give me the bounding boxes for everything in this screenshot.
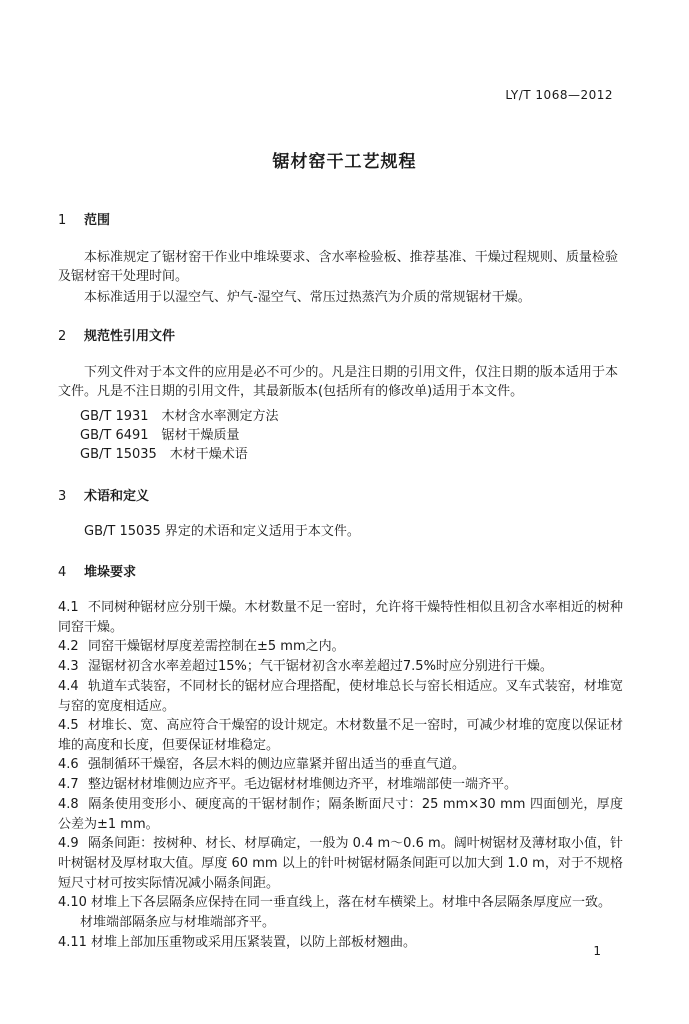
clause-number: 4.9	[58, 836, 79, 851]
clause-number: 4.3	[58, 659, 79, 674]
clause-number: 4.2	[58, 639, 79, 654]
reference-item: GB/T 1931 木材含水率测定方法	[80, 409, 279, 424]
section-number: 1	[58, 213, 67, 228]
clause-text: 隔条间距：按树种、材长、材厚确定，一般为 0.4 m～0.6 m。阔叶树锯材及薄材取小值，针叶树锯材及厚材取大值。厚度 60 mm 以上的针叶树锯材隔条间距可以加大到 1.0 m，对于不规格短尺寸材可按实际情况减小隔条间距。	[58, 836, 623, 891]
clause-4-2	[58, 637, 623, 657]
clause-text: 强制循环干燥窑，各层木料的侧边应靠紧并留出适当的垂直气道。	[88, 757, 466, 772]
clause-text: 隔条使用变形小、硬度高的干锯材制作；隔条断面尺寸：25 mm×30 mm 四面刨光，厚度公差为±1 mm。	[58, 797, 623, 832]
clause-number: 4.10	[58, 895, 87, 910]
section-number: 3	[58, 489, 67, 504]
section-number: 4	[58, 565, 67, 580]
clause-number: 4.4	[58, 679, 79, 694]
clause-text: 材堆上下各层隔条应保持在同一垂直线上，落在材车横梁上。材堆中各层隔条厚度应一致。	[90, 895, 611, 910]
clause-text: 整边锯材材堆侧边应齐平。毛边锯材材堆侧边齐平，材堆端部使一端齐平。	[88, 777, 518, 792]
clause-4-11	[58, 933, 623, 953]
page-number: 1	[593, 944, 601, 958]
clause-number: 4.1	[58, 600, 79, 615]
clause-number: 4.7	[58, 777, 79, 792]
clause-4-4	[58, 677, 623, 717]
section-3-heading	[58, 485, 149, 504]
reference-item: GB/T 6491 锯材干燥质量	[80, 428, 240, 443]
clause-text: 轨道车式装窑，不同材长的锯材应合理搭配，使材堆总长与窑长相适应。叉车式装窑，材堆宽与窑的宽度相适应。	[58, 679, 623, 714]
clause-text: 材堆端部隔条应与材堆端部齐平。	[80, 915, 276, 930]
clause-4-8	[58, 795, 623, 835]
clause-text: 同窑干燥锯材厚度差需控制在±5 mm之内。	[88, 639, 345, 654]
section-1-paragraph-1: 本标准规定了锯材窑干作业中堆垛要求、含水率检验板、推荐基准、干燥过程规则、质量检验及锯材窑干处理时间。	[58, 250, 618, 284]
clause-4-10	[58, 893, 623, 913]
clause-number: 4.6	[58, 757, 79, 772]
document-title: 锯材窑干工艺规程	[272, 152, 417, 172]
section-number: 2	[58, 329, 67, 344]
clause-number: 4.8	[58, 797, 79, 812]
section-4-heading	[58, 561, 136, 580]
section-title: 规范性引用文件	[84, 329, 176, 344]
clause-4-3	[58, 657, 623, 677]
clause-4-7	[58, 775, 623, 795]
clause-number: 4.11	[58, 935, 87, 950]
reference-item: GB/T 15035 木材干燥术语	[80, 447, 248, 462]
clause-number: 4.5	[58, 718, 79, 733]
section-3-paragraph: GB/T 15035 界定的术语和定义适用于本文件。	[84, 524, 360, 539]
clause-4-1	[58, 598, 623, 638]
clause-4-9	[58, 834, 623, 894]
section-2-intro: 下列文件对于本文件的应用是必不可少的。凡是注日期的引用文件，仅注日期的版本适用于本文件。凡是不注日期的引用文件，其最新版本(包括所有的修改单)适用于本文件。	[58, 365, 618, 399]
clause-text: 不同树种锯材应分别干燥。木材数量不足一窑时，允许将干燥特性相似且初含水率相近的树种同窑干燥。	[58, 600, 623, 635]
section-title: 术语和定义	[84, 489, 150, 504]
section-2-heading	[58, 325, 175, 344]
document-code: LY/T 1068—2012	[505, 88, 613, 102]
section-1-heading	[58, 209, 110, 228]
clause-4-6	[58, 755, 623, 775]
section-title: 堆垛要求	[84, 565, 137, 580]
clause-4-10-continuation	[80, 913, 620, 933]
clause-text: 材堆长、宽、高应符合干燥窑的设计规定。木材数量不足一窑时，可减少材堆的宽度以保证材堆的高度和长度，但要保证材堆稳定。	[58, 718, 623, 753]
clause-text: 湿锯材初含水率差超过15%；气干锯材初含水率差超过7.5%时应分别进行干燥。	[88, 659, 553, 674]
clause-text: 材堆上部加压重物或采用压紧装置，以防上部板材翘曲。	[90, 935, 416, 950]
section-1-paragraph-2: 本标准适用于以湿空气、炉气-湿空气、常压过热蒸汽为介质的常规锯材干燥。	[84, 290, 531, 305]
clause-4-5	[58, 716, 623, 756]
section-title: 范围	[84, 213, 111, 228]
